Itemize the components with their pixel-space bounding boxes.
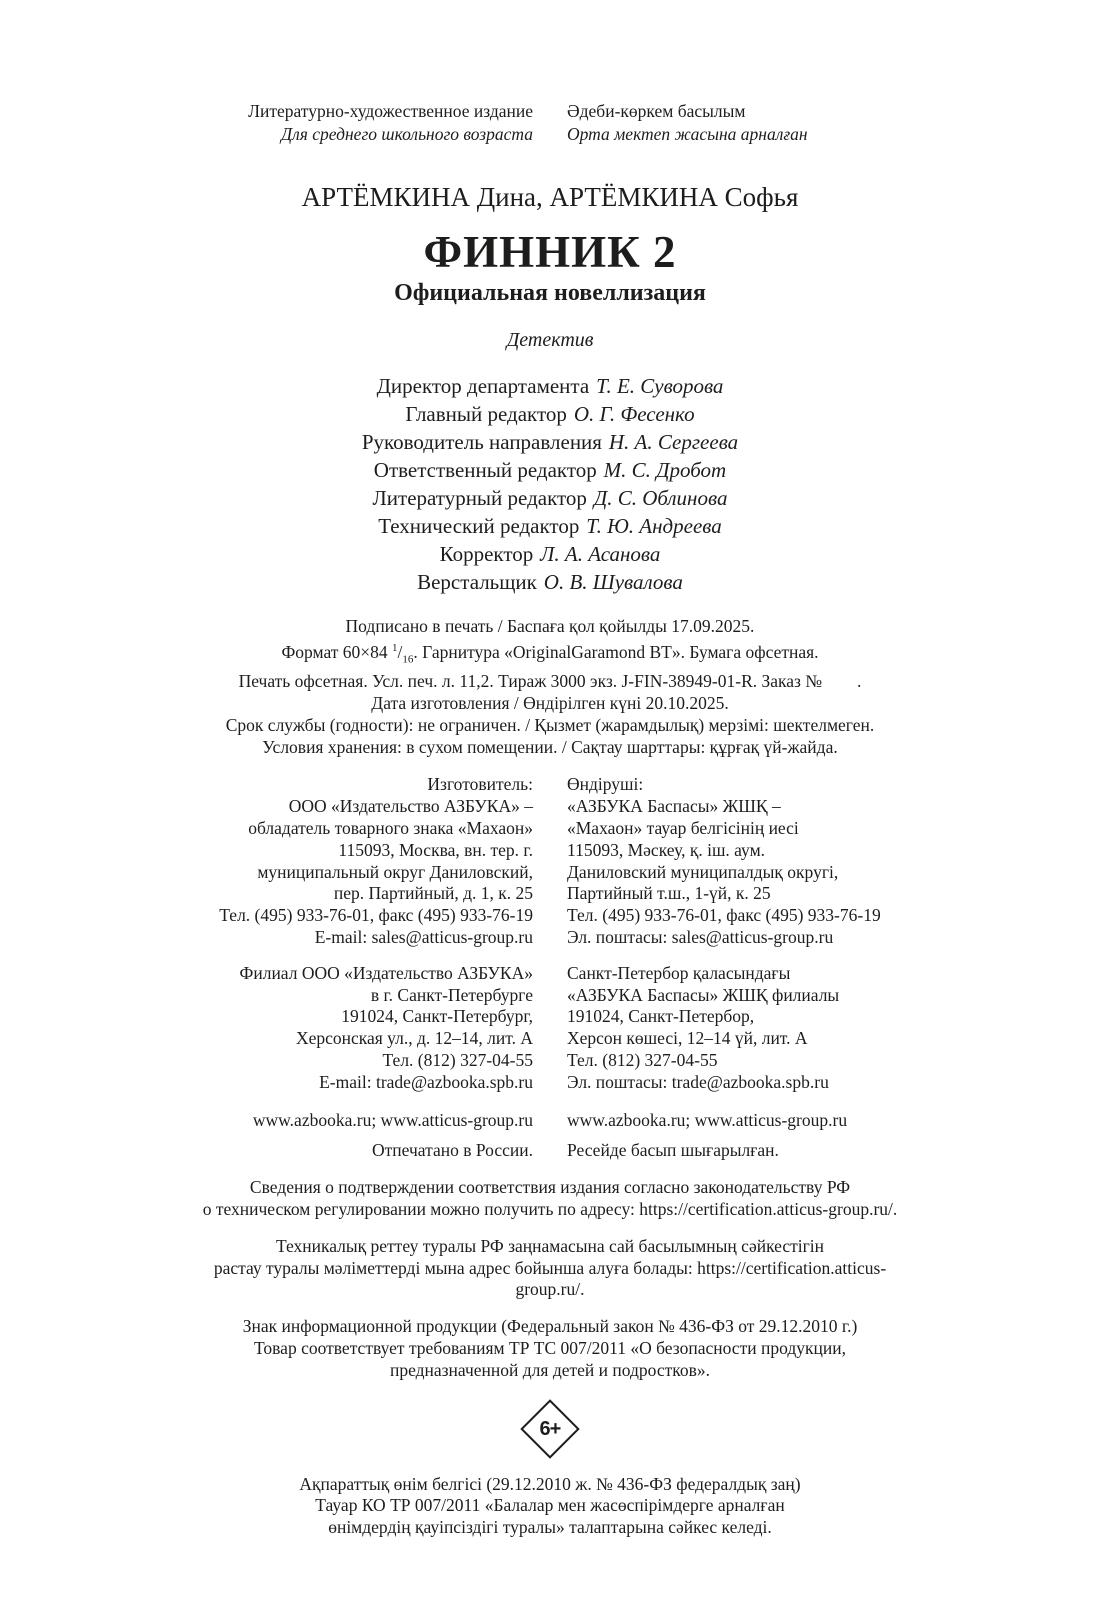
staff-person: Т. Ю. Андреева [586,514,722,539]
manufacturer-block [192,774,908,948]
manufacturer-kz-line: «Махаон» тауар белгісінің иесі [567,818,799,838]
manufacturer-kz-line: 115093, Мәскеу, қ. іш. аум. [567,839,766,860]
imprint-format-line [192,638,908,671]
staff-role: Литературный редактор [372,486,587,511]
compliance-ru-line: Сведения о подтверждении соответствия издания согласно законодательству РФ [249,1177,851,1198]
manufacturer-kz-line: Даниловский муниципалдық округі, [567,861,839,882]
branch-kz-line: 191024, Санкт-Петербор, [567,1006,755,1027]
colophon-page [192,0,908,1539]
info-sign-line: Знак информационной продукции (Федеральный закон № 436-ФЗ от 29.12.2010 г.) [242,1316,858,1337]
staff-role: Руководитель направления [361,430,602,455]
staff-line [192,428,908,456]
branch-ru-line: 191024, Санкт-Петербург, [341,1006,533,1027]
age-rating-6plus-badge [520,1399,579,1458]
imprint-format-sub: 16 [402,653,414,666]
kz-info-sign-line: Ақпараттық өнім белгісі (29.12.2010 ж. № 436-ФЗ федералдық заң) [299,1473,801,1494]
staff-person: Т. Е. Суворова [596,374,724,399]
websites-row [192,1110,908,1132]
printed-in-kz: Ресейде басып шығарылған. [567,1140,779,1161]
manufacturer-ru-line: муниципальный округ Даниловский, [257,861,533,882]
manufacturer-kz-line: «АЗБУКА Баспасы» ЖШҚ – [567,796,781,817]
age-rating-label: 6+ [539,1417,561,1440]
manufacturer-ru-line: ООО «Издательство АЗБУКА» – [288,796,533,817]
manufacturer-ru-line: 115093, Москва, вн. тер. г. [338,839,533,860]
branch-ru-line: Тел. (812) 327-04-55 [382,1049,533,1070]
branch-kz-email: Эл. поштасы: trade@azbooka.spb.ru [567,1071,829,1092]
staff-role: Ответственный редактор [373,458,597,483]
websites-right: www.azbooka.ru; www.atticus-group.ru [567,1109,848,1130]
staff-line [192,568,908,596]
compliance-kz-paragraph [192,1236,908,1301]
book-title: ФИННИК 2 [423,227,677,278]
imprint-line: Дата изготовления / Өндірілген күні 20.10.2025. [371,693,729,714]
imprint-line: Условия хранения: в сухом помещении. / Сақтау шарттары: құрғақ үй-жайда. [262,736,838,757]
manufacturer-ru-line: Тел. (495) 933-76-01, факс (495) 933-76-19 [219,905,533,926]
staff-role: Главный редактор [405,402,567,427]
edition-note-ru-line-2: Для среднего школьного возраста [281,124,533,144]
compliance-ru-line: о техническом регулировании можно получить по адресу: https://certification.atticus-group.ru/. [202,1198,898,1219]
info-sign-paragraph [192,1316,908,1381]
manufacturer-kz-line: Өндіруші: [567,774,644,795]
kz-info-sign-line: өнімдердің қауіпсіздігі туралы» талаптарына сәйкес келеді. [328,1517,772,1538]
compliance-kz-line: Техникалық реттеу туралы РФ заңнамасына сай басылымның сәйкестігін [275,1235,825,1256]
info-sign-line: предназначенной для детей и подростков». [389,1359,711,1380]
imprint-line: Печать офсетная. Усл. печ. л. 11,2. Тираж 3000 экз. J-FIN-38949-01-R. Заказ № . [238,671,862,692]
printed-in-ru: Отпечатано в России. [372,1140,533,1161]
staff-line [192,456,908,484]
branch-ru-email: E-mail: trade@azbooka.spb.ru [319,1071,533,1092]
edition-note [192,100,908,146]
manufacturer-kz-line: Партийный т.ш., 1-үй, к. 25 [567,883,771,904]
branch-kz [567,963,908,1094]
staff-person: О. Г. Фесенко [573,402,695,427]
edition-note-kz-line-2: Орта мектеп жасына арналған [567,124,808,144]
manufacturer-ru-email: E-mail: sales@atticus-group.ru [314,926,533,947]
websites-left: www.azbooka.ru; www.atticus-group.ru [252,1109,533,1130]
authors-line: АРТЁМКИНА Дина, АРТЁМКИНА Софья [301,182,799,212]
staff-line [192,372,908,400]
branch-kz-line: Херсон көшесі, 12–14 үй, лит. А [567,1028,808,1049]
manufacturer-ru-line: пер. Партийный, д. 1, к. 25 [333,883,533,904]
printed-in-row [192,1140,908,1162]
edition-note-ru-line-1: Литературно-художественное издание [248,101,533,121]
branch-kz-line: Санкт-Петербор қаласындағы [567,962,791,983]
manufacturer-ru [192,774,533,948]
imprint-format-pre: Формат 60×84 [281,641,393,662]
staff-role: Верстальщик [417,570,537,595]
age-rating-wrap [192,1408,908,1450]
info-sign-line: Товар соответствует требованиям ТР ТС 007/2011 «О безопасности продукции, [254,1337,846,1358]
branch-ru-line: Херсонская ул., д. 12–14, лит. А [295,1028,533,1049]
imprint-format-slash: / [397,641,403,662]
staff-role: Корректор [439,542,534,567]
edition-note-kz-line-1: Әдеби-көркем басылым [567,101,746,121]
staff-person: Н. А. Сергеева [608,430,739,455]
kz-info-sign-line: Тауар КО ТР 007/2011 «Балалар мен жасөспірімдерге арналған [315,1495,785,1516]
kz-info-sign-paragraph [192,1474,908,1539]
staff-person: М. С. Дробот [603,458,727,483]
branch-ru [192,963,533,1094]
manufacturer-kz [567,774,908,948]
staff-line [192,400,908,428]
imprint-line: Срок службы (годности): не ограничен. / Қызмет (жарамдылық) мерзімі: шектелмеген. [225,714,875,735]
branch-block [192,963,908,1094]
branch-ru-line: Филиал ООО «Издательство АЗБУКА» [239,962,533,983]
compliance-kz-line: растау туралы мәліметтерді мына адрес бойынша алуға болады: https://certification.atticus-group.ru/. [213,1257,887,1300]
branch-ru-line: в г. Санкт-Петербурге [370,984,533,1005]
staff-role: Технический редактор [378,514,580,539]
book-subtitle: Официальная новеллизация [394,280,706,307]
manufacturer-kz-line: Тел. (495) 933-76-01, факс (495) 933-76-19 [567,905,881,926]
imprint-format-post: . Гарнитура «OriginalGaramond BT». Бумага офсетная. [413,641,819,662]
staff-person: Л. А. Асанова [540,542,661,567]
branch-kz-line: «АЗБУКА Баспасы» ЖШҚ филиалы [567,984,840,1005]
staff-credits [192,372,908,596]
edition-note-kz [567,100,908,146]
imprint-block [192,616,908,758]
manufacturer-ru-line: обладатель товарного знака «Махаон» [248,818,533,838]
staff-line [192,484,908,512]
staff-person: Д. С. Облинова [593,486,728,511]
staff-line [192,540,908,568]
branch-kz-line: Тел. (812) 327-04-55 [567,1049,718,1070]
compliance-ru-paragraph [192,1177,908,1221]
edition-note-ru [192,100,533,146]
imprint-format-sup: 1 [392,642,398,655]
staff-person: О. В. Шувалова [543,570,683,595]
staff-line [192,512,908,540]
staff-role: Директор департамента [376,374,590,399]
imprint-line: Подписано в печать / Баспаға қол қойылды 17.09.2025. [345,616,755,637]
genre-label: Детектив [506,329,594,352]
manufacturer-ru-line: Изготовитель: [427,774,533,795]
manufacturer-kz-email: Эл. поштасы: sales@atticus-group.ru [567,926,834,947]
